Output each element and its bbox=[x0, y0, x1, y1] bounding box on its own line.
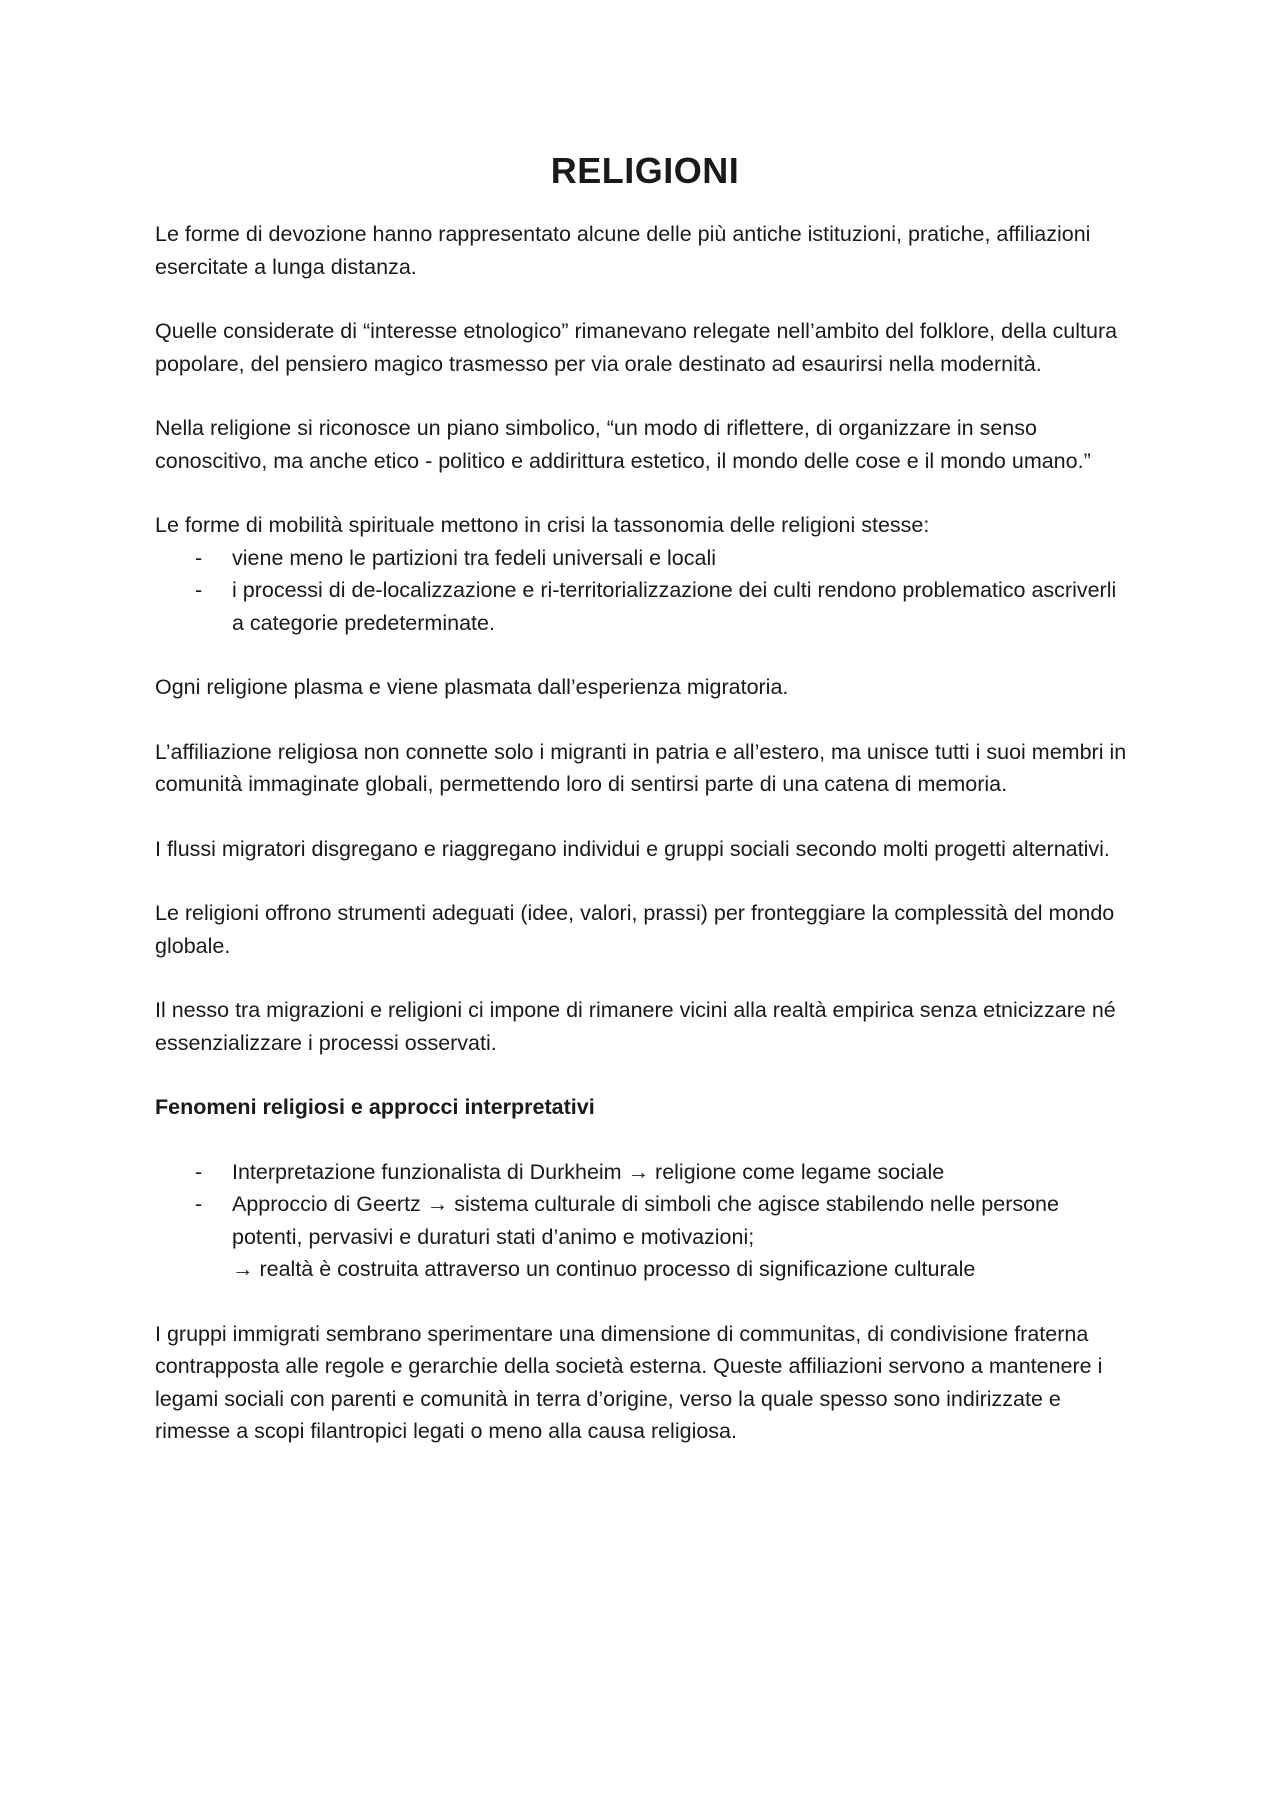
page-title: RELIGIONI bbox=[550, 150, 740, 191]
dash-bullet: - bbox=[195, 545, 203, 570]
list-item-subline: → realtà è costruita attraverso un continuo processo di significazione culturale bbox=[232, 1257, 976, 1281]
paragraph-7: I flussi migratori disgregano e riaggregano individui e gruppi sociali secondo molti progetti alternativi. bbox=[155, 836, 1110, 861]
paragraph-2: Quelle considerate di “interesse etnologico” rimanevano relegate nell’ambito del folklore, della cultura popolare, del pensiero magico trasmesso per via orale destinato ad esaurirsi nella modernità. bbox=[155, 319, 1118, 376]
list-item bbox=[155, 1156, 1130, 1189]
list-item-text: Approccio di Geertz → sistema culturale di simboli che agisce stabilendo nelle persone potenti, pervasivi e duraturi stati d’animo e motivazioni; bbox=[232, 1192, 1059, 1249]
dash-bullet: - bbox=[195, 1159, 203, 1184]
approaches-list bbox=[155, 1156, 1130, 1286]
paragraph-10: I gruppi immigrati sembrano sperimentare una dimensione di communitas, di condivisione fraterna contrapposta alle regole e gerarchie della società esterna. Queste affiliazioni servono a mantenere i legami sociali con parenti e comunità in terra d’origine, verso la quale spesso sono indirizzate e rimesse a scopi filantropici legati o meno alla causa religiosa. bbox=[155, 1321, 1103, 1443]
list-item-text: viene meno le partizioni tra fedeli universali e locali bbox=[232, 545, 717, 570]
list-item bbox=[155, 1188, 1130, 1286]
list-item-text: i processi di de-localizzazione e ri-territorializzazione dei culti rendono problematico ascriverli a categorie predeterminate. bbox=[232, 578, 1117, 635]
dash-bullet: - bbox=[195, 578, 203, 602]
mobility-list bbox=[155, 542, 1130, 640]
section-heading: Fenomeni religiosi e approcci interpretativi bbox=[155, 1095, 595, 1119]
list-item bbox=[155, 574, 1130, 639]
list-item-text: Interpretazione funzionalista di Durkheim → religione come legame sociale bbox=[232, 1159, 945, 1184]
paragraph-3: Nella religione si riconosce un piano simbolico, “un modo di riflettere, di organizzare in senso conoscitivo, ma anche etico - politico e addirittura estetico, il mondo delle cose e il mondo umano.” bbox=[155, 416, 1091, 473]
list-item bbox=[155, 542, 1130, 575]
dash-bullet: - bbox=[195, 1192, 203, 1216]
paragraph-8: Le religioni offrono strumenti adeguati (idee, valori, prassi) per fronteggiare la complessità del mondo globale. bbox=[155, 901, 1115, 958]
paragraph-9: Il nesso tra migrazioni e religioni ci impone di rimanere vicini alla realtà empirica senza etnicizzare né essenzializzare i processi osservati. bbox=[155, 998, 1116, 1055]
paragraph-4: Le forme di mobilità spirituale mettono in crisi la tassonomia delle religioni stesse: bbox=[155, 513, 930, 537]
paragraph-6: L’affiliazione religiosa non connette solo i migranti in patria e all’estero, ma unisce tutti i suoi membri in comunità immaginate globali, permettendo loro di sentirsi parte di una catena di memoria. bbox=[155, 739, 1127, 796]
paragraph-1: Le forme di devozione hanno rappresentato alcune delle più antiche istituzioni, pratiche, affiliazioni esercitate a lunga distanza. bbox=[155, 222, 1091, 279]
paragraph-5: Ogni religione plasma e viene plasmata dall’esperienza migratoria. bbox=[155, 675, 789, 699]
